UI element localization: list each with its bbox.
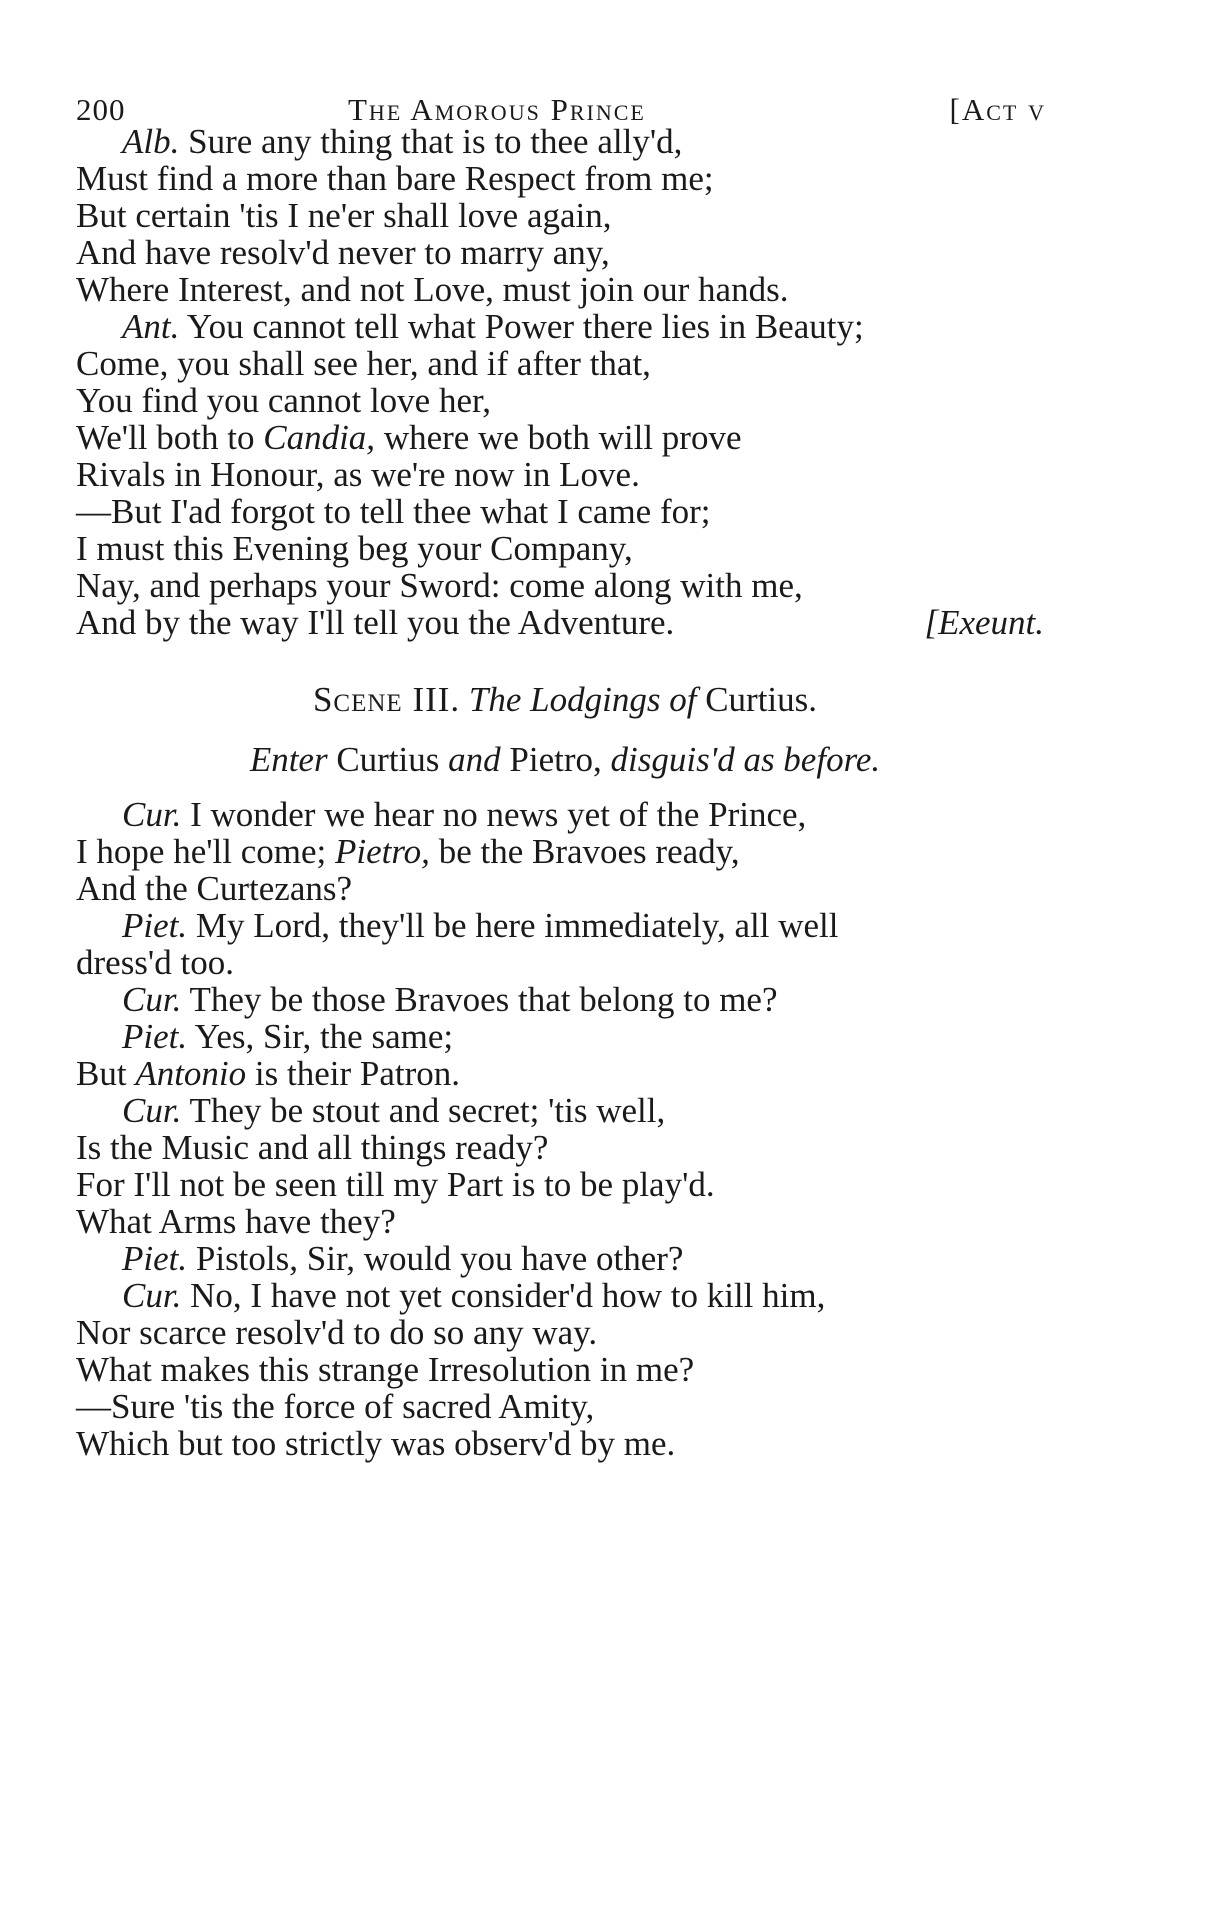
place-name: Candia, <box>263 418 376 457</box>
line-text: And the Curtezans? <box>76 869 353 908</box>
line-text: Come, you shall see her, and if after that, <box>76 344 651 383</box>
line-text: —Sure 'tis the force of sacred Amity, <box>76 1387 595 1426</box>
character-name: Pietro, <box>509 740 602 779</box>
line-text: Sure any thing that is to thee ally'd, <box>179 122 683 161</box>
scene-heading <box>0 680 1210 720</box>
speaker-name: Cur. <box>122 1091 182 1130</box>
line-text: They be those Bravoes that belong to me? <box>181 980 778 1019</box>
line-text: For I'll not be seen till my Part is to be play'd. <box>76 1165 715 1204</box>
verse-line <box>76 869 352 909</box>
verse-line <box>122 906 838 946</box>
verse-line <box>122 307 864 347</box>
line-text: Which but too strictly was observ'd by me. <box>76 1424 676 1463</box>
verse-line <box>76 529 633 569</box>
line-text: I wonder we hear no news yet of the Prince, <box>181 795 807 834</box>
verse-line <box>76 832 740 872</box>
verse-line <box>76 455 640 495</box>
speaker-name: Piet. <box>122 1017 188 1056</box>
verse-line <box>76 943 234 983</box>
line-text: What Arms have they? <box>76 1202 396 1241</box>
line-text: Where Interest, and not Love, must join our hands. <box>76 270 789 309</box>
line-text: —But I'ad forgot to tell thee what I came for; <box>76 492 711 531</box>
line-text: I must this Evening beg your Company, <box>76 529 633 568</box>
line-text: No, I have not yet consider'd how to kill him, <box>181 1276 826 1315</box>
line-text: where we both will prove <box>375 418 742 457</box>
line-text: But <box>76 1054 136 1093</box>
verse-line <box>122 1091 665 1131</box>
line-text: We'll both to <box>76 418 264 457</box>
verse-line <box>122 1276 825 1316</box>
and-word: and <box>448 740 501 779</box>
running-title: The Amorous Prince <box>348 92 646 127</box>
stage-direction: [Exeunt. <box>924 603 1044 642</box>
speaker-name: Alb. <box>122 122 180 161</box>
line-text: My Lord, they'll be here immediately, all well <box>187 906 839 945</box>
line-text: They be stout and secret; 'tis well, <box>181 1091 666 1130</box>
verse-line <box>76 1387 594 1427</box>
speaker-name: Cur. <box>122 980 182 1019</box>
character-name: Pietro, <box>335 832 430 871</box>
line-text: Must find a more than bare Respect from me; <box>76 159 714 198</box>
line-text: Is the Music and all things ready? <box>76 1128 549 1167</box>
line-text: be the Bravoes ready, <box>429 832 740 871</box>
line-text: And by the way I'll tell you the Adventure. <box>76 603 675 642</box>
verse-line <box>76 1165 715 1205</box>
scene-number: Scene III. <box>312 680 461 719</box>
entrance-direction <box>0 740 1210 780</box>
verse-line <box>76 492 711 532</box>
line-text: You find you cannot love her, <box>76 381 491 420</box>
line-text: But certain 'tis I ne'er shall love again, <box>76 196 612 235</box>
line-text: You cannot tell what Power there lies in Beauty; <box>179 307 864 346</box>
verse-line <box>76 603 1056 643</box>
verse-line <box>122 1017 453 1057</box>
verse-line <box>122 795 806 835</box>
line-text: I hope he'll come; <box>76 832 335 871</box>
verse-line <box>76 418 742 458</box>
speaker-name: Piet. <box>122 1239 188 1278</box>
verse-line <box>76 1128 548 1168</box>
verse-line <box>76 381 491 421</box>
speaker-name: Ant. <box>122 307 180 346</box>
verse-line <box>76 566 803 606</box>
enter-word: Enter <box>249 740 328 779</box>
scene-setting: The Lodgings of <box>468 680 697 719</box>
verse-line <box>76 270 788 310</box>
verse-line <box>76 1350 694 1390</box>
verse-line <box>76 233 610 273</box>
verse-line <box>76 1202 396 1242</box>
verse-line <box>76 344 651 384</box>
character-name: Antonio <box>135 1054 247 1093</box>
line-text: Nay, and perhaps your Sword: come along with me, <box>76 566 803 605</box>
line-text: And have resolv'd never to marry any, <box>76 233 610 272</box>
entrance-note: disguis'd as before. <box>610 740 881 779</box>
speaker-name: Cur. <box>122 795 182 834</box>
verse-line <box>122 1239 683 1279</box>
verse-line <box>122 122 682 162</box>
line-text: Rivals in Honour, as we're now in Love. <box>76 455 640 494</box>
character-name: Curtius <box>336 740 440 779</box>
verse-line <box>76 1054 460 1094</box>
line-text: is their Patron. <box>246 1054 461 1093</box>
line-text: Yes, Sir, the same; <box>187 1017 454 1056</box>
verse-line <box>76 159 714 199</box>
verse-line <box>76 1313 597 1353</box>
page-number: 200 <box>76 92 126 127</box>
scene-setting-name: Curtius. <box>705 680 818 719</box>
speaker-name: Piet. <box>122 906 188 945</box>
line-text: Pistols, Sir, would you have other? <box>187 1239 684 1278</box>
verse-line <box>76 1424 675 1464</box>
act-marker: [Act v <box>949 92 1046 127</box>
line-text: Nor scarce resolv'd to do so any way. <box>76 1313 598 1352</box>
verse-line <box>122 980 778 1020</box>
speaker-name: Cur. <box>122 1276 182 1315</box>
line-text: dress'd too. <box>76 943 234 982</box>
verse-line <box>76 196 612 236</box>
line-text: What makes this strange Irresolution in me? <box>76 1350 695 1389</box>
